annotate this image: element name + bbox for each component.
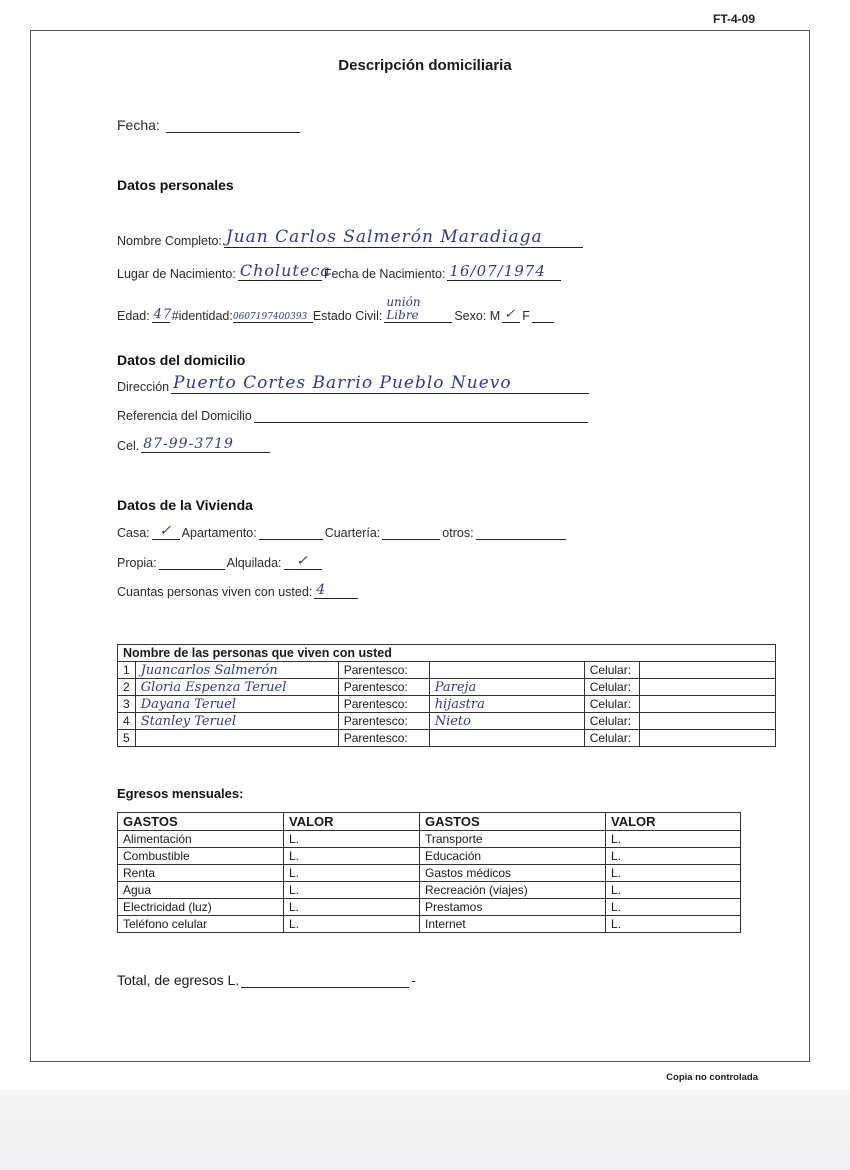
otros-field[interactable]: [476, 525, 566, 540]
table-row: [118, 713, 776, 730]
domicilio-heading: Datos del domicilio: [117, 352, 246, 368]
fecha-field[interactable]: [166, 132, 300, 133]
cuantas-field[interactable]: 4: [314, 583, 358, 599]
lugar-field[interactable]: Choluteca: [239, 261, 331, 280]
row-number: 1: [118, 662, 136, 679]
valor-cell[interactable]: L.: [606, 916, 741, 933]
people-header-row: [118, 645, 776, 662]
gasto-label: Prestamos: [420, 899, 606, 916]
column-header: GASTOS: [420, 813, 606, 831]
people-table: [117, 644, 776, 747]
parentesco-cell[interactable]: [429, 730, 584, 747]
valor-cell[interactable]: L.: [606, 899, 741, 916]
row-number: 4: [118, 713, 136, 730]
gasto-label: Combustible: [118, 848, 284, 865]
lugar-label: Lugar de Nacimiento:: [117, 266, 236, 281]
celular-label: Celular:: [584, 730, 639, 747]
form-code: FT-4-09: [712, 12, 755, 26]
person-name-cell[interactable]: Stanley Teruel: [135, 713, 338, 730]
table-row: [118, 662, 776, 679]
nombre-row: [117, 228, 585, 248]
fecha-nac-field[interactable]: 16/07/1974: [447, 263, 561, 281]
table-row: [118, 696, 776, 713]
estado-label: Estado Civil:: [312, 309, 383, 324]
parentesco-label: Parentesco:: [338, 696, 429, 713]
gasto-label: Gastos médicos: [420, 865, 606, 882]
sexo-label: Sexo: M: [454, 309, 501, 324]
referencia-row: [117, 408, 590, 423]
referencia-field[interactable]: [254, 408, 588, 423]
propia-field[interactable]: [159, 555, 225, 570]
personal-heading: Datos personales: [117, 177, 234, 193]
cel-label: Cel.: [117, 439, 140, 454]
fecha-label: Fecha:: [117, 117, 160, 133]
sexo-f-field[interactable]: [532, 322, 554, 323]
table-row: [118, 899, 741, 916]
total-row: [117, 972, 416, 988]
column-header: VALOR: [284, 813, 420, 831]
row-number: 5: [118, 730, 136, 747]
column-header: GASTOS: [118, 813, 284, 831]
direccion-label: Dirección: [117, 379, 170, 394]
apartamento-field[interactable]: [259, 525, 323, 540]
cuarteria-field[interactable]: [382, 525, 440, 540]
table-row: [118, 865, 741, 882]
gasto-label: Transporte: [420, 831, 606, 848]
table-row: [118, 679, 776, 696]
gasto-label: Teléfono celular: [118, 916, 284, 933]
scan-background: [0, 1090, 850, 1170]
egresos-heading: Egresos mensuales:: [117, 786, 244, 801]
person-name-cell[interactable]: [135, 730, 338, 747]
celular-label: Celular:: [584, 679, 639, 696]
edad-label: Edad:: [117, 309, 150, 324]
parentesco-cell[interactable]: Nieto: [429, 713, 584, 730]
referencia-label: Referencia del Domicilio: [117, 409, 252, 423]
table-row: [118, 730, 776, 747]
parentesco-label: Parentesco:: [338, 679, 429, 696]
vivienda-heading: Datos de la Vivienda: [117, 497, 253, 513]
row-number: 2: [118, 679, 136, 696]
celular-label: Celular:: [584, 662, 639, 679]
valor-cell[interactable]: L.: [284, 865, 420, 882]
egresos-table: [117, 812, 741, 933]
parentesco-label: Parentesco:: [338, 730, 429, 747]
parentesco-label: Parentesco:: [338, 662, 429, 679]
celular-cell[interactable]: [639, 713, 775, 730]
gasto-label: Electricidad (luz): [118, 899, 284, 916]
propia-row: [117, 554, 324, 570]
gasto-label: Alimentación: [118, 831, 284, 848]
valor-cell[interactable]: L.: [606, 882, 741, 899]
cuantas-row: [117, 583, 360, 599]
valor-cell[interactable]: L.: [284, 848, 420, 865]
edad-field[interactable]: 47: [153, 307, 173, 323]
celular-cell[interactable]: [639, 679, 775, 696]
identidad-label: #identidad:: [171, 309, 233, 324]
page-title: Descripción domiciliaria: [338, 57, 512, 74]
celular-cell[interactable]: [639, 662, 775, 679]
celular-label: Celular:: [584, 713, 639, 730]
row-number: 3: [118, 696, 136, 713]
nombre-field[interactable]: Juan Carlos Salmerón Maradiaga: [224, 228, 583, 248]
table-row: [118, 848, 741, 865]
column-header: VALOR: [606, 813, 741, 831]
celular-cell[interactable]: [639, 696, 775, 713]
fecha-nac-label: Fecha de Nacimiento:: [323, 266, 446, 281]
valor-cell[interactable]: L.: [284, 882, 420, 899]
person-name-cell[interactable]: Juancarlos Salmerón: [135, 662, 338, 679]
cel-row: [117, 437, 272, 453]
sexo-m-field[interactable]: ✓: [502, 308, 520, 323]
parentesco-cell[interactable]: hijastra: [429, 696, 584, 713]
casa-row: [117, 524, 568, 540]
total-suffix: -: [411, 972, 416, 988]
table-row: [118, 882, 741, 899]
identidad-field[interactable]: 0607197400393: [233, 312, 313, 323]
parentesco-cell[interactable]: [429, 662, 584, 679]
apartamento-label: Apartamento:: [181, 526, 257, 541]
table-row: [118, 831, 741, 848]
gasto-label: Internet: [420, 916, 606, 933]
valor-cell[interactable]: L.: [606, 831, 741, 848]
copy-note: Copia no controlada: [666, 1072, 758, 1083]
gasto-label: Agua: [118, 882, 284, 899]
casa-label: Casa:: [117, 526, 150, 541]
person-name-cell[interactable]: Gloria Espenza Teruel: [135, 679, 338, 696]
cuantas-label: Cuantas personas viven con usted:: [117, 585, 313, 600]
gasto-label: Recreación (viajes): [420, 882, 606, 899]
alquilada-label: Alquilada:: [226, 556, 282, 571]
sexo-f-label: F: [522, 309, 530, 324]
valor-cell[interactable]: L.: [284, 899, 420, 916]
table-row: [118, 916, 741, 933]
egresos-header-row: [118, 813, 741, 831]
cuarteria-label: Cuartería:: [324, 526, 381, 541]
fecha-row: [117, 117, 302, 133]
gasto-label: Renta: [118, 865, 284, 882]
parentesco-cell[interactable]: Pareja: [429, 679, 584, 696]
estado-field[interactable]: unión Libre: [384, 296, 452, 323]
direccion-row: [117, 374, 591, 394]
parentesco-label: Parentesco:: [338, 713, 429, 730]
celular-label: Celular:: [584, 696, 639, 713]
valor-cell[interactable]: L.: [606, 865, 741, 882]
nacimiento-row: [117, 262, 563, 281]
cel-field[interactable]: 87-99-3719: [141, 437, 270, 453]
person-name-cell[interactable]: Dayana Teruel: [135, 696, 338, 713]
alquilada-field[interactable]: ✓: [284, 554, 322, 570]
direccion-field[interactable]: Puerto Cortes Barrio Pueblo Nuevo: [171, 374, 589, 394]
people-table-header: Nombre de las personas que viven con usted: [118, 645, 776, 662]
propia-label: Propia:: [117, 556, 157, 571]
celular-cell[interactable]: [639, 730, 775, 747]
otros-label: otros:: [442, 526, 474, 541]
nombre-label: Nombre Completo:: [117, 233, 222, 248]
casa-field[interactable]: ✓: [152, 524, 180, 540]
edad-row: [117, 296, 556, 323]
total-label: Total, de egresos L.: [117, 972, 240, 988]
valor-cell[interactable]: L.: [606, 848, 741, 865]
valor-cell[interactable]: L.: [284, 916, 420, 933]
gasto-label: Educación: [420, 848, 606, 865]
valor-cell[interactable]: L.: [284, 831, 420, 848]
total-field[interactable]: [241, 972, 409, 988]
